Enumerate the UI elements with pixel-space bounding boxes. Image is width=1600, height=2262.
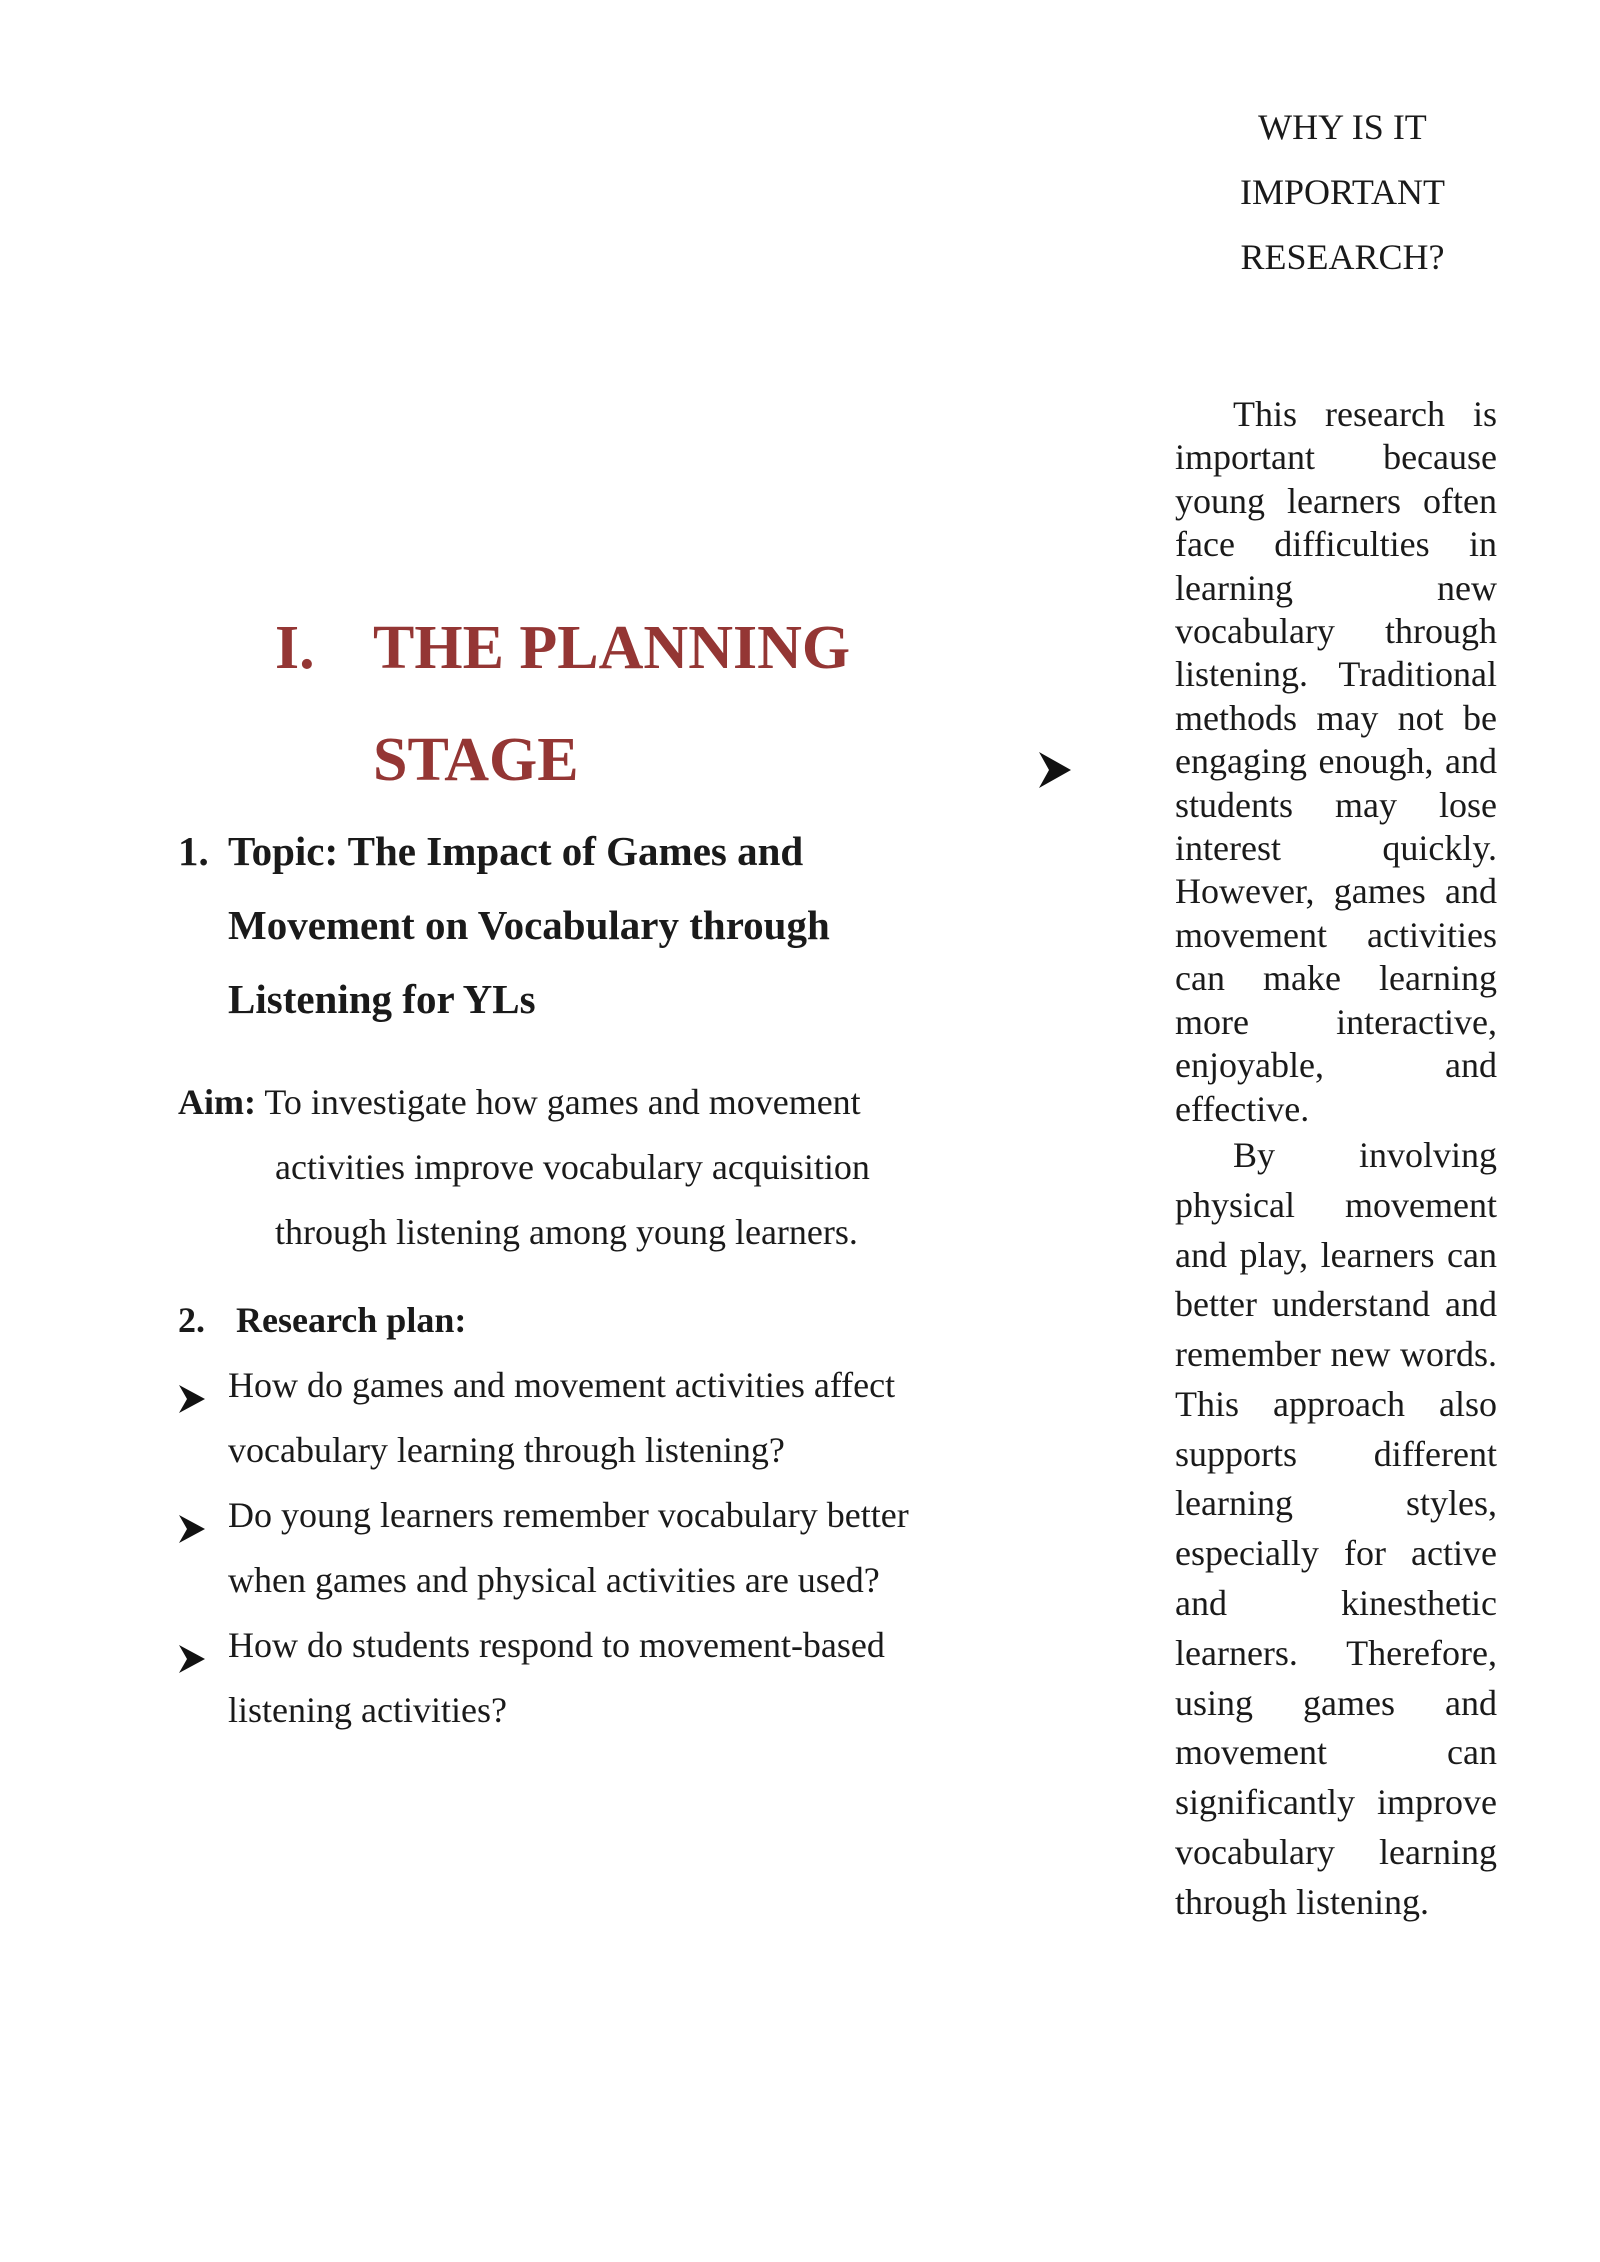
sidebar-title-line: IMPORTANT (1240, 172, 1445, 212)
plan-number: 2. (178, 1300, 205, 1340)
list-item (178, 1353, 978, 1483)
topic-line: Topic: The Impact of Games and (228, 828, 804, 874)
question-text: when games and physical activities are used? (228, 1560, 880, 1600)
list-item (178, 1483, 978, 1613)
sidebar-paragraph: This research is important because young learners often face difficulties in learning new vocabulary through listening. Traditional methods may not be engaging enough, and students may lose interest quickly. However, games and movement activities can make learning more interactive, enjoyable, and effective. (1175, 394, 1497, 1129)
sidebar-title-line: WHY IS IT (1258, 107, 1427, 147)
sidebar-title (1175, 95, 1510, 290)
topic-line: Movement on Vocabulary through (228, 902, 830, 948)
section-title-line: STAGE (373, 726, 579, 794)
arrowhead-bullet-icon (178, 1370, 206, 1435)
research-questions (178, 1353, 978, 1743)
question-text: How do students respond to movement-based (228, 1625, 885, 1665)
section-title-line: THE PLANNING (373, 614, 851, 682)
question-text: How do games and movement activities affect (228, 1365, 896, 1405)
aim-text: through listening among young learners. (275, 1212, 858, 1252)
sidebar-title-line: RESEARCH? (1240, 237, 1445, 277)
question-text: vocabulary learning through listening? (228, 1430, 785, 1470)
arrowhead-bullet-icon (178, 1500, 206, 1565)
topic-number: 1. (178, 828, 209, 874)
research-plan-heading (178, 1290, 467, 1350)
aim-text: activities improve vocabulary acquisition (275, 1147, 870, 1187)
topic-line: Listening for YLs (228, 976, 536, 1022)
sidebar-body (1175, 393, 1497, 1928)
arrowhead-bullet-icon (1037, 750, 1073, 795)
aim-text: To investigate how games and movement (264, 1082, 861, 1122)
plan-label: Research plan: (236, 1300, 467, 1340)
question-text: listening activities? (228, 1690, 507, 1730)
arrowhead-bullet-icon (178, 1630, 206, 1695)
section-number: I. (275, 614, 315, 682)
question-text: Do young learners remember vocabulary better (228, 1495, 909, 1535)
aim-label: Aim: (178, 1082, 256, 1122)
aim-paragraph (178, 1070, 958, 1265)
list-item (178, 1613, 978, 1743)
sidebar-paragraph: By involving physical movement and play, learners can better understand and remember new words. This approach also supports different learning styles, especially for active and kinesthetic learners. Therefore, using games and movement can significantly improve vocabulary learning through listening. (1175, 1134, 1497, 1922)
